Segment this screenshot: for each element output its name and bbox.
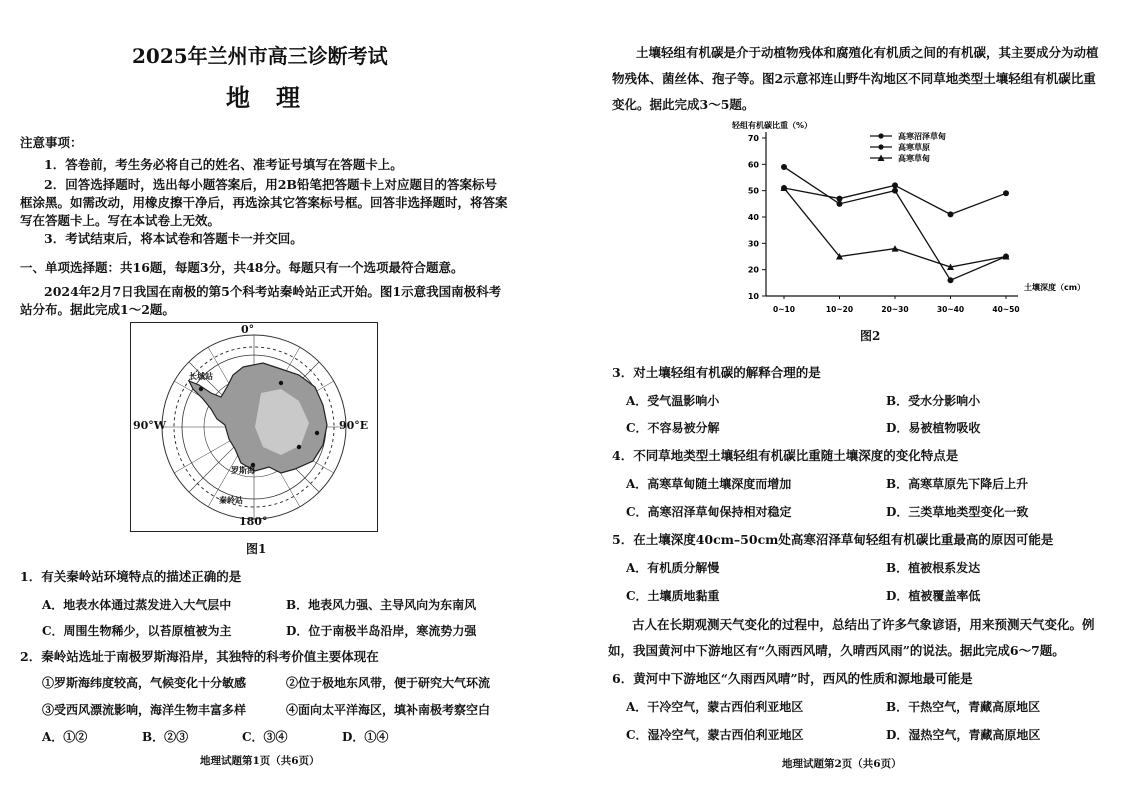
x-tick-label: 10~20 (825, 305, 854, 314)
map-label-90w: 90°W (133, 419, 167, 432)
y-tick-label: 50 (747, 186, 759, 196)
q6-option-b[interactable]: B．干热空气，青藏高原地区 (886, 700, 1041, 714)
map-label-ross-sea: 罗斯海 (231, 465, 255, 475)
q5-option-a[interactable]: A．有机质分解慢 (626, 561, 720, 575)
page-2-footer: 地理试题第2页（共6页） (782, 758, 902, 770)
q6-option-d[interactable]: D．湿热空气，青藏高原地区 (886, 728, 1041, 742)
notice-item-3: 3．考试结束后，将本试卷和答题卡一并交回。 (44, 231, 303, 246)
q4-option-a[interactable]: A．高寒草甸随土壤深度而增加 (626, 477, 792, 491)
data-point (781, 164, 787, 170)
q2-stem: 2．秦岭站选址于南极罗斯海沿岸，其独特的科考价值主要体现在 (20, 649, 379, 664)
map-label-90e: 90°E (339, 419, 369, 432)
q1-option-c[interactable]: C．周围生物稀少，以苔原植被为主 (42, 624, 232, 638)
q6-option-a[interactable]: A．干冷空气，蒙古西伯利亚地区 (626, 700, 804, 714)
section-heading: 一、单项选择题：共16题，每题3分，共48分。每题只有一个选项最符合题意。 (20, 260, 464, 275)
map-label-0: 0° (241, 323, 255, 336)
x-tick-label: 0~10 (773, 305, 795, 314)
figure-1-caption: 图1 (246, 542, 267, 556)
data-point (892, 188, 898, 194)
data-point (1003, 190, 1009, 196)
intro-q1-2: 2024年2月7日我国在南极的第5个科考站秦岭站正式开始。图1示意我国南极科考站分布。据此完成1～2题。 (20, 284, 502, 317)
x-tick-label: 40~50 (992, 305, 1020, 314)
legend-label: 高寒草甸 (898, 154, 930, 163)
q3-option-c[interactable]: C．不容易被分解 (626, 421, 720, 435)
q2-statement-3: ③受西风漂流影响，海洋生物丰富多样 (42, 703, 247, 717)
y-axis-label: 轻组有机碳比重（%） (732, 121, 813, 130)
q5-stem: 5．在土壤深度40cm–50cm处高寒沼泽草甸轻组有机碳比重最高的原因可能是 (612, 532, 1054, 547)
q4-option-c[interactable]: C．高寒沼泽草甸保持相对稳定 (626, 505, 792, 519)
y-tick-label: 20 (747, 265, 759, 275)
x-tick-label: 30~40 (936, 305, 965, 314)
exam-page-2 (568, 0, 1126, 800)
data-point (948, 277, 954, 283)
y-tick-label: 10 (747, 292, 759, 301)
y-tick-label: 30 (747, 239, 759, 249)
notice-item-2: 2．回答选择题时，选出每小题答案后，用2B铅笔把答题卡上对应题目的答案标号框涂黑。如需改动，用橡皮擦干净后，再选涂其它答案标号框。回答非选择题时，将答案写在答题卡上。写在本试卷上无效。 (20, 177, 508, 228)
q2-statement-2: ②位于极地东风带，便于研究大气环流 (286, 676, 491, 690)
soil-carbon-chart-svg (718, 118, 1086, 324)
q2-option-d[interactable]: D．①④ (342, 730, 389, 744)
data-point (892, 182, 898, 188)
map-label-changcheng: 长城站 (189, 371, 213, 381)
q4-option-b[interactable]: B．高寒草原先下降后上升 (886, 477, 1029, 491)
q1-option-d[interactable]: D．位于南极半岛沿岸，寒流势力强 (286, 624, 477, 638)
q5-option-b[interactable]: B．植被根系发达 (886, 561, 981, 575)
series-line-3 (784, 188, 1006, 267)
notice-heading: 注意事项： (20, 135, 83, 150)
page-1-footer: 地理试题第1页（共6页） (200, 755, 320, 767)
x-axis-label: 土壤深度（cm） (1024, 283, 1086, 292)
q2-option-b[interactable]: B．②③ (142, 730, 189, 744)
q1-stem: 1．有关秦岭站环境特点的描述正确的是 (20, 569, 242, 584)
q5-option-c[interactable]: C．土壤质地黏重 (626, 589, 720, 603)
q3-option-b[interactable]: B．受水分影响小 (886, 394, 981, 408)
legend-label: 高寒沼泽草甸 (898, 132, 946, 141)
q5-option-d[interactable]: D．植被覆盖率低 (886, 589, 981, 603)
q2-statement-1: ①罗斯海纬度较高，气候变化十分敏感 (42, 676, 247, 690)
x-tick-label: 20~30 (881, 305, 909, 314)
y-tick-label: 70 (747, 134, 759, 143)
data-point (948, 211, 954, 217)
y-tick-label: 60 (747, 160, 759, 170)
q2-option-c[interactable]: C．③④ (242, 730, 288, 744)
intro-q3-5: 土壤轻组有机碳是介于动植物残体和腐殖化有机质之间的有机碳，其主要成分为动植物残体、菌丝体、孢子等。图2示意祁连山野牛沟地区不同草地类型土壤轻组有机碳比重变化。据此完成3～5题。 (612, 45, 1099, 112)
q3-option-a[interactable]: A．受气温影响小 (626, 394, 720, 408)
subject-title: 地理 (226, 83, 326, 112)
q2-statement-4: ④面向太平洋海区，填补南极考察空白 (286, 703, 491, 717)
q2-option-a[interactable]: A．①② (42, 730, 88, 744)
data-point (837, 196, 843, 202)
q1-option-a[interactable]: A．地表水体通过蒸发进入大气层中 (42, 598, 232, 612)
q3-option-d[interactable]: D．易被植物吸收 (886, 421, 981, 435)
notice-item-1: 1．答卷前，考生务必将自己的姓名、准考证号填写在答题卡上。 (44, 157, 403, 172)
q6-option-c[interactable]: C．湿冷空气，蒙古西伯利亚地区 (626, 728, 804, 742)
legend-marker (878, 144, 883, 149)
q1-option-b[interactable]: B．地表风力强、主导风向为东南风 (286, 598, 477, 612)
map-label-qinling: 秦岭站 (219, 495, 243, 505)
legend-marker (878, 133, 883, 138)
y-tick-label: 40 (747, 213, 759, 222)
map-label-180: 180° (239, 515, 268, 528)
figure-2-caption: 图2 (860, 329, 881, 343)
q6-stem: 6．黄河中下游地区“久雨西风晴”时，西风的性质和源地最可能是 (612, 671, 973, 686)
changcheng-station-marker (199, 387, 203, 391)
q3-stem: 3．对土壤轻组有机碳的解释合理的是 (612, 365, 821, 380)
q4-option-d[interactable]: D．三类草地类型变化一致 (886, 505, 1029, 519)
legend-label: 高寒草原 (898, 143, 930, 152)
antarctic-map (130, 322, 378, 532)
intro-q6-7: 古人在长期观测天气变化的过程中，总结出了许多气象谚语，用来预测天气变化。例如，我国黄河中下游地区有“久雨西风晴，久晴西风雨”的说法。据此完成6～7题。 (608, 617, 1095, 658)
soil-carbon-chart (718, 118, 1086, 324)
q4-stem: 4．不同草地类型土壤轻组有机碳比重随土壤深度的变化特点是 (612, 448, 959, 463)
data-point (837, 201, 843, 207)
exam-page-1 (0, 0, 560, 800)
exam-title: 2025年兰州市高三诊断考试 (132, 44, 388, 68)
